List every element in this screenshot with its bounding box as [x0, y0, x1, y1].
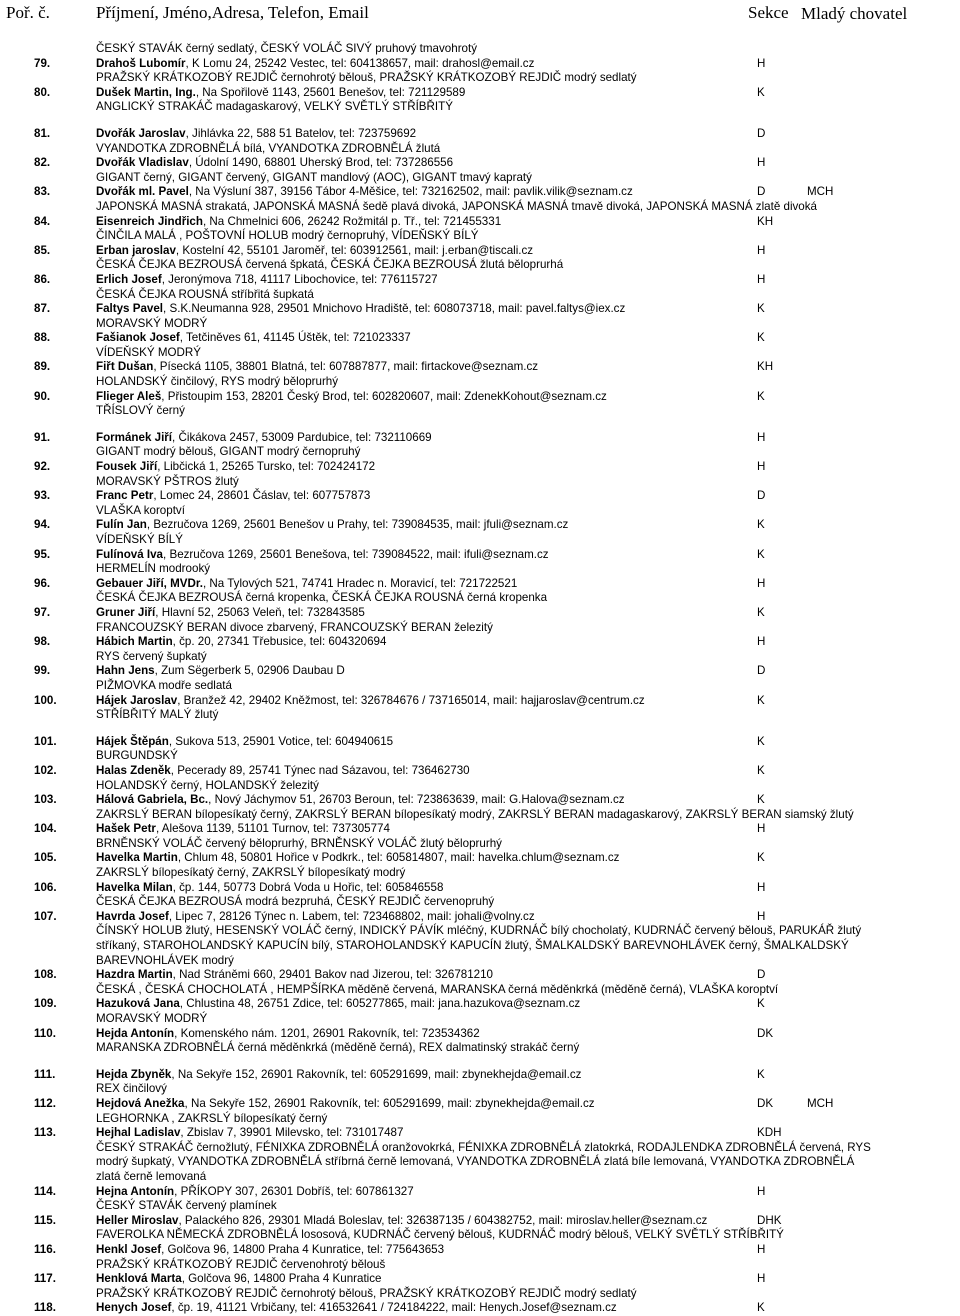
entry-address: , Alešova 1139, 51101 Turnov, tel: 737305774 [155, 822, 390, 836]
entry-name: Havelka Martin [96, 851, 178, 865]
breeds-text: ČESKÝ STAVÁK černý sedlatý, ČESKÝ VOLÁČ SIVÝ pruhový tmavohrotý [96, 42, 478, 55]
entry-young-breeder: MCH [807, 185, 834, 199]
entry-address: , Palackého 826, 29301 Mladá Boleslav, tel: 326387135 / 604382752, mail: miroslav.heller@seznam.cz [178, 1213, 708, 1227]
entry-breeds: REX činčilový [96, 1082, 167, 1096]
entry-contact [96, 1027, 740, 1042]
entry-section: H [757, 156, 766, 170]
list-item [0, 489, 960, 518]
entry-name: Gebauer Jiří, MVDr. [96, 576, 203, 590]
row-spacer [0, 419, 960, 431]
list-item [0, 548, 960, 577]
entry-number: 100. [34, 693, 57, 707]
entry-name: Havrda Josef [96, 909, 169, 923]
entry-contact [96, 793, 740, 808]
entry-address: , Golčova 96, 14800 Praha 4 Kunratice [181, 1272, 382, 1286]
entry-name: Dvořák ml. Pavel [96, 185, 189, 199]
entry-contact [96, 331, 740, 346]
entry-breeds: ČESKÁ ČEJKA ROUSNÁ stříbřitá šupkatá [96, 287, 314, 301]
list-item [0, 460, 960, 489]
list-item [0, 302, 960, 331]
entry-name: Gruner Jiří [96, 605, 156, 619]
entry-breeds: GIGANT černý, GIGANT červený, GIGANT mandlový (AOC), GIGANT tmavý kapratý [96, 170, 532, 184]
entry-breeds: HERMELÍN modrooký [96, 562, 211, 576]
entry-section: K [757, 547, 765, 561]
entry-number: 97. [34, 605, 51, 619]
entry-address: , Libčická 1, 25265 Tursko, tel: 702424172 [157, 460, 376, 474]
entry-breeds: ČESKÝ STAVÁK červený plamínek [96, 1199, 277, 1213]
entry-contact [96, 273, 740, 288]
entry-section: H [757, 272, 766, 286]
list-item [0, 1301, 960, 1316]
entry-breeds: FRANCOUZSKÝ BERAN divoce zbarvený, FRANCOUZSKÝ BERAN železitý [96, 620, 493, 634]
entry-address: , Zbislav 7, 39901 Milevsko, tel: 731017487 [180, 1126, 404, 1140]
entry-number: 108. [34, 968, 57, 982]
entry-breeds: PIŽMOVKA modře sedlatá [96, 678, 232, 692]
entry-number: 110. [34, 1026, 56, 1040]
list-item [0, 244, 960, 273]
entry-number: 86. [34, 272, 51, 286]
list-item [0, 1185, 960, 1214]
entries-list [0, 42, 960, 1316]
entry-address: , Na Sekyře 152, 26901 Rakovník, tel: 605291699, mail: zbynekhejda@email.cz [184, 1096, 595, 1110]
entry-contact [96, 664, 740, 679]
entry-breeds: VÍDEŇSKÝ MODRÝ [96, 345, 202, 359]
entry-breeds: TŘÍSLOVÝ černý [96, 404, 185, 418]
entry-contact [96, 302, 740, 317]
entry-section: K [757, 793, 765, 807]
entry-breeds: VLAŠKA koroptví [96, 503, 185, 517]
entry-number: 118. [34, 1301, 56, 1315]
list-item [0, 1027, 960, 1056]
entry-name: Fašianok Josef [96, 331, 180, 345]
list-item [0, 851, 960, 880]
list-item [0, 86, 960, 115]
list-item [0, 57, 960, 86]
entry-number: 90. [34, 389, 51, 403]
entry-name: Fiřt Dušan [96, 360, 154, 374]
table-header [0, 0, 960, 44]
entry-section: K [757, 331, 765, 345]
entry-address: , Komenského nám. 1201, 26901 Rakovník, tel: 723534362 [174, 1026, 480, 1040]
entry-name: Faltys Pavel [96, 302, 164, 316]
entry-contact [96, 822, 740, 837]
entry-section: K [757, 997, 765, 1011]
entry-number: 95. [34, 547, 51, 561]
entry-number: 89. [34, 360, 51, 374]
entry-contact [96, 1185, 740, 1200]
entry-section: K [757, 302, 765, 316]
entry-breeds: PRAŽSKÝ KRÁTKOZOBÝ REJDIČ černohrotý bělouš, PRAŽSKÝ KRÁTKOZOBÝ REJDIČ modrý sedlatý [96, 1286, 637, 1300]
entry-address: , Přistoupim 153, 28201 Český Brod, tel: 602820607, mail: ZdenekKohout@seznam.cz [161, 389, 607, 403]
entry-section: H [757, 430, 766, 444]
entry-name: Dvořák Vladislav [96, 156, 189, 170]
entry-address: , Hlavní 52, 25063 Veleň, tel: 732843585 [155, 605, 365, 619]
header-section: Sekce [748, 3, 789, 22]
entry-contact [96, 1097, 740, 1112]
entry-section: KH [757, 214, 774, 228]
entry-name: Hájek Jaroslav [96, 693, 178, 707]
entry-number: 88. [34, 331, 51, 345]
entry-number: 98. [34, 635, 51, 649]
entry-contact [96, 1301, 740, 1316]
entry-breeds: ČESKÁ ČEJKA BEZROUSÁ červená špkatá, ČESKÁ ČEJKA BEZROUSÁ žlutá běloprurhá [96, 258, 564, 272]
list-item [0, 664, 960, 693]
list-item [0, 635, 960, 664]
list-item [0, 606, 960, 635]
entry-number: 109. [34, 997, 57, 1011]
entry-number: 116. [34, 1242, 56, 1256]
entry-number: 80. [34, 85, 51, 99]
list-item [0, 997, 960, 1026]
entry-number: 91. [34, 430, 51, 444]
entry-number: 107. [34, 909, 57, 923]
entry-address: , Na Tylových 521, 74741 Hradec n. Moravicí, tel: 721722521 [202, 576, 518, 590]
entry-contact [96, 244, 740, 259]
entry-contact [96, 635, 740, 650]
entry-address: , čp. 20, 27341 Třebusice, tel: 604320694 [172, 635, 387, 649]
entry-section: DHK [757, 1213, 782, 1227]
entry-name: Dušek Martin, Ing. [96, 85, 196, 99]
list-item [0, 185, 960, 214]
entry-name: Hejhal Ladislav [96, 1126, 181, 1140]
header-name: Příjmení, Jméno,Adresa, Telefon, Email [96, 3, 369, 22]
list-item [0, 1126, 960, 1184]
entry-contact [96, 764, 740, 779]
entry-number: 87. [34, 302, 51, 316]
entry-section: D [757, 664, 766, 678]
entry-contact [96, 185, 740, 200]
entry-address: , Jihlávka 22, 588 51 Batelov, tel: 723759692 [185, 126, 417, 140]
entry-address: , Lipec 7, 28126 Týnec n. Labem, tel: 723468802, mail: johali@volny.cz [168, 909, 535, 923]
entry-contact [96, 127, 740, 142]
list-item [0, 694, 960, 723]
entry-number: 81. [34, 126, 51, 140]
entry-breeds: MORAVSKÝ MODRÝ [96, 1012, 208, 1025]
entry-name: Hejda Antonín [96, 1026, 175, 1040]
entry-section: DK [757, 1096, 774, 1110]
entry-section: H [757, 56, 766, 70]
entry-section: K [757, 851, 765, 865]
entry-address: , Tetčiněves 61, 41145 Úštěk, tel: 721023337 [179, 331, 411, 345]
entry-address: , Golčova 96, 14800 Praha 4 Kunratice, tel: 775643653 [161, 1242, 445, 1256]
entry-number: 101. [34, 734, 57, 748]
list-item [0, 390, 960, 419]
list-item [0, 431, 960, 460]
entry-name: Henklová Marta [96, 1272, 182, 1286]
entry-breeds: FAVEROLKA NĚMECKÁ ZDROBNĚLÁ lososová, KUDRNÁČ červený bělouš, KUDRNÁČ modrý bělouš, VELKÝ SVĚTLÝ STŘÍBŘITÝ [96, 1228, 784, 1242]
entry-name: Hašek Petr [96, 822, 156, 836]
entry-name: Dvořák Jaroslav [96, 126, 186, 140]
entry-breeds: ČESKÁ , ČESKÁ CHOCHOLATÁ , HEMPŠÍRKA měděně červená, MARANSKA černá měděnkrká (měděně černá), VLAŠKA koroptví [96, 982, 779, 996]
list-item [0, 1272, 960, 1301]
entry-name: Heller Miroslav [96, 1213, 179, 1227]
entry-section: H [757, 635, 766, 649]
entry-number: 105. [34, 851, 57, 865]
entry-number: 102. [34, 763, 57, 777]
entry-number: 82. [34, 156, 51, 170]
entry-address: , Lomec 24, 28601 Čáslav, tel: 607757873 [153, 489, 371, 503]
entry-number: 115. [34, 1213, 56, 1227]
entry-name: Eisenreich Jindřich [96, 214, 203, 228]
entry-breeds: GIGANT modrý bělouš, GIGANT modrý černopruhý [96, 445, 361, 459]
entry-address: , Údolní 1490, 68801 Uherský Brod, tel: 737286556 [188, 156, 454, 170]
entry-address: , Chlustina 48, 26751 Zdice, tel: 605277865, mail: jana.hazukova@seznam.cz [179, 997, 581, 1011]
entry-number: 85. [34, 243, 51, 257]
entry-contact [96, 577, 740, 592]
entry-section: D [757, 489, 766, 503]
entry-name: Fousek Jiří [96, 460, 158, 474]
entry-contact [96, 851, 740, 866]
entry-young-breeder: MCH [807, 1096, 834, 1110]
entry-contact [96, 1068, 740, 1083]
entry-name: Hahn Jens [96, 664, 155, 678]
entry-name: Hejna Antonín [96, 1184, 175, 1198]
entry-breeds: ČESKÁ ČEJKA BEZROUSÁ černá kropenka, ČESKÁ ČEJKA ROUSNÁ černá kropenka [96, 591, 548, 605]
entry-number: 103. [34, 793, 57, 807]
list-item [0, 273, 960, 302]
entry-contact [96, 215, 740, 230]
entry-name: Henkl Josef [96, 1242, 162, 1256]
entry-contact [96, 1214, 740, 1229]
entry-address: , Jeronýmova 718, 41117 Libochovice, tel: 776115727 [161, 272, 438, 286]
entry-number: 83. [34, 185, 51, 199]
entry-contact [96, 156, 740, 171]
entry-address: , Zum Sëgerberk 5, 02906 Daubau D [154, 664, 345, 678]
entry-name: Drahoš Lubomír [96, 56, 186, 70]
entry-breeds: ČESKÝ STRAKÁČ černožlutý, FÉNIXKA ZDROBNĚLÁ oranžovokrká, FÉNIXKA ZDROBNĚLÁ zlatokrká, RODAJLENDKA ZDROBNĚLÁ červená, RYS modrý šupkatý, VYANDOTKA ZDROBNĚLÁ stříbrná černě lemovaná, VYANDOTKA ZDROBNĚLÁ zlatá bíle lemovaná, VYANDOTKA ZDROBNĚLÁ zlatá černě lemovaná [96, 1140, 871, 1183]
entry-section: H [757, 460, 766, 474]
list-item [0, 1068, 960, 1097]
header-number: Poř. č. [6, 3, 50, 22]
entry-section: H [757, 1184, 766, 1198]
entry-number: 112. [34, 1096, 56, 1110]
entry-contact [96, 735, 740, 750]
entry-address: , Na Chmelnici 606, 26242 Rožmitál p. Tř., tel: 721455331 [202, 214, 502, 228]
entry-contact [96, 489, 740, 504]
entry-breeds: PRAŽSKÝ KRÁTKOZOBÝ REJDIČ černohrotý bělouš, PRAŽSKÝ KRÁTKOZOBÝ REJDIČ modrý sedlatý [96, 71, 637, 85]
list-item [0, 360, 960, 389]
entry-address: , Sukova 513, 25901 Votice, tel: 604940615 [168, 734, 394, 748]
entry-number: 96. [34, 576, 51, 590]
entry-section: K [757, 389, 765, 403]
entry-section: H [757, 822, 766, 836]
entry-number: 79. [34, 56, 51, 70]
entry-breeds: MARANSKA ZDROBNĚLÁ černá měděnkrká (měděně černá), REX dalmatinský strakáč černý [96, 1041, 580, 1055]
entry-contact [96, 518, 740, 533]
entry-section: D [757, 968, 766, 982]
entry-breeds: BRNĚNSKÝ VOLÁČ červený běloprurhý, BRNĚNSKÝ VOLÁČ žlutý běloprurhý [96, 836, 502, 850]
entry-address: , Na Spořilově 1143, 25601 Benešov, tel: 721129589 [195, 85, 466, 99]
entry-address: , Nový Jáchymov 51, 26703 Beroun, tel: 723863639, mail: G.Halova@seznam.cz [208, 793, 625, 807]
entry-address: , Čikákova 2457, 53009 Pardubice, tel: 732110669 [172, 430, 432, 444]
entry-number: 106. [34, 880, 57, 894]
entry-address: , Kostelní 42, 55101 Jaroměř, tel: 603912561, mail: j.erban@tiscali.cz [175, 243, 534, 257]
entry-contact [96, 86, 740, 101]
entry-number: 99. [34, 664, 51, 678]
entry-contact [96, 606, 740, 621]
list-item [0, 1097, 960, 1126]
entry-number: 84. [34, 214, 51, 228]
entry-contact [96, 1126, 740, 1141]
entry-address: , čp. 144, 50773 Dobrá Voda u Hořic, tel: 605846558 [172, 880, 444, 894]
entry-section: KH [757, 360, 774, 374]
row-spacer [0, 115, 960, 127]
entry-name: Hálová Gabriela, Bc. [96, 793, 209, 807]
entry-section: K [757, 85, 765, 99]
entry-name: Hejda Zbyněk [96, 1067, 172, 1081]
list-item [0, 518, 960, 547]
entry-contact [96, 390, 740, 405]
list-item [0, 881, 960, 910]
entry-contact [96, 910, 740, 925]
entry-name: Franc Petr [96, 489, 154, 503]
list-item [0, 156, 960, 185]
entry-name: Halas Zdeněk [96, 763, 171, 777]
entry-section: H [757, 909, 766, 923]
entry-address: , Pecerady 89, 25741 Týnec nad Sázavou, tel: 736462730 [170, 763, 470, 777]
entry-name: Havelka Milan [96, 880, 173, 894]
entry-section: KDH [757, 1126, 782, 1140]
entry-section: K [757, 1067, 765, 1081]
list-item [0, 127, 960, 156]
entry-address: , PŘÍKOPY 307, 26301 Dobříš, tel: 607861327 [174, 1184, 414, 1198]
entry-address: , čp. 19, 41121 Vrbičany, tel: 416532641 / 724184222, mail: Henych.Josef@seznam.cz [171, 1301, 617, 1315]
entry-contact [96, 997, 740, 1012]
entry-name: Formánek Jiří [96, 430, 173, 444]
entry-number: 111. [34, 1067, 56, 1081]
entry-breeds: ČINČILA MALÁ , POŠTOVNÍ HOLUB modrý černopruhý, VÍDEŇSKÝ BÍLÝ [96, 229, 479, 243]
entry-breeds: ZAKRSLÝ BERAN bílopesíkatý černý, ZAKRSLÝ BERAN bílopesíkatý modrý, ZAKRSLÝ BERAN madagaskarový, ZAKRSLÝ BERAN siamský žlutý [96, 807, 854, 821]
entry-section: DK [757, 1026, 774, 1040]
entry-breeds: VYANDOTKA ZDROBNĚLÁ bílá, VYANDOTKA ZDROBNĚLÁ žlutá [96, 141, 441, 155]
entry-breeds: ČESKÁ ČEJKA BEZROUSÁ modrá bezpruhá, ČESKÝ REJDIČ červenopruhý [96, 895, 495, 909]
list-item [0, 910, 960, 968]
entry-number: 117. [34, 1272, 56, 1286]
entry-number: 92. [34, 460, 51, 474]
entry-section: H [757, 243, 766, 257]
entry-name: Erban jaroslav [96, 243, 176, 257]
list-item [0, 331, 960, 360]
entry-contact [96, 460, 740, 475]
header-young-breeder: Mladý chovatel [801, 4, 908, 23]
entry-breeds: HOLANDSKÝ černý, HOLANDSKÝ železitý [96, 778, 319, 792]
entry-address: , Chlum 48, 50801 Hořice v Podkrk., tel: 605814807, mail: havelka.chlum@seznam.cz [177, 851, 620, 865]
entry-contact [96, 57, 740, 72]
entry-name: Fulín Jan [96, 518, 147, 532]
entry-breeds: JAPONSKÁ MASNÁ strakatá, JAPONSKÁ MASNÁ šedě plavá divoká, JAPONSKÁ MASNÁ tmavě divoká, JAPONSKÁ MASNÁ zlatě divoká [96, 199, 818, 213]
entry-breeds: VÍDEŇSKÝ BÍLÝ [96, 533, 183, 546]
entry-address: , S.K.Neumanna 928, 29501 Mnichovo Hradiště, tel: 608073718, mail: pavel.faltys@iex.cz [163, 302, 626, 316]
entry-section: K [757, 1301, 765, 1315]
entry-section: H [757, 880, 766, 894]
entry-number: 94. [34, 518, 51, 532]
entry-address: , Nad Stráněmi 660, 29401 Bakov nad Jizerou, tel: 326781210 [172, 968, 494, 982]
entry-name: Flieger Aleš [96, 389, 162, 403]
entry-contact [96, 1272, 740, 1287]
entry-name: Erlich Josef [96, 272, 162, 286]
entry-contact [96, 968, 740, 983]
entry-number: 114. [34, 1184, 56, 1198]
entry-contact [96, 1243, 740, 1258]
entry-breeds: STŘÍBŘITÝ MALÝ žlutý [96, 708, 219, 722]
entry-contact [96, 360, 740, 375]
entry-section: K [757, 734, 765, 748]
entry-section: H [757, 1242, 766, 1256]
entry-contact [96, 548, 740, 563]
list-item [0, 215, 960, 244]
entry-section: K [757, 763, 765, 777]
entry-breeds: MORAVSKÝ MODRÝ [96, 316, 208, 330]
entry-number: 113. [34, 1126, 56, 1140]
entry-address: , K Lomu 24, 25242 Vestec, tel: 604138657, mail: drahosl@email.cz [185, 56, 535, 70]
entry-address: , Na Výsluní 387, 39156 Tábor 4-Měšice, tel: 732162502, mail: pavlik.vilik@seznam.cz [188, 185, 633, 199]
list-item [0, 735, 960, 764]
entry-name: Henych Josef [96, 1301, 172, 1315]
entry-address: , Písecká 1105, 38801 Blatná, tel: 607887877, mail: firtackove@seznam.cz [153, 360, 539, 374]
entry-breeds: ČÍNSKÝ HOLUB žlutý, HESENSKÝ VOLÁČ černý, INDICKÝ PÁVÍK mléčný, KUDRNÁČ bílý chocholatý, KUDRNÁČ červený bělouš, PARUKÁŘ žlutý stříkaný, STAROHOLANDSKÝ KAPUCÍN bílý, STAROHOLANDSKÝ KAPUCÍN žlutý, ŠMALKALDSKÝ BAREVNOHLÁVEK černý, ŠMALKALDSKÝ BAREVNOHLÁVEK modrý [96, 924, 862, 967]
entry-section: K [757, 693, 765, 707]
entry-breeds: MORAVSKÝ PŠTROS žlutý [96, 474, 239, 488]
entry-section: K [757, 518, 765, 532]
list-item [0, 822, 960, 851]
entry-section: H [757, 1272, 766, 1286]
entry-name: Hájek Štěpán [96, 734, 169, 748]
entry-address: , Na Sekyře 152, 26901 Rakovník, tel: 605291699, mail: zbynekhejda@email.cz [171, 1067, 582, 1081]
list-item [0, 1214, 960, 1243]
entry-contact [96, 881, 740, 896]
entry-address: , Bezručova 1269, 25601 Benešov u Prahy, tel: 739084535, mail: jfuli@seznam.cz [146, 518, 569, 532]
entry-name: Hábich Martin [96, 635, 173, 649]
row-spacer [0, 723, 960, 735]
entry-number: 93. [34, 489, 51, 503]
entry-breeds: ZAKRSLÝ bílopesíkatý černý, ZAKRSLÝ bílopesíkatý modrý [96, 866, 406, 880]
entry-name: Fulínová Iva [96, 547, 164, 561]
entry-contact [96, 431, 740, 446]
entry-section: K [757, 605, 765, 619]
entry-number: 104. [34, 822, 57, 836]
list-item [0, 577, 960, 606]
entry-breeds: BURGUNDSKÝ [96, 749, 178, 763]
entry-breeds: HOLANDSKÝ činčilový, RYS modrý běloprurhý [96, 375, 339, 389]
entry-name: Hejdová Anežka [96, 1096, 185, 1110]
entry-name: Hazuková Jana [96, 997, 180, 1011]
entry-section: D [757, 126, 766, 140]
list-item [0, 764, 960, 793]
entry-breeds: RYS červený šupkatý [96, 649, 207, 663]
row-spacer [0, 1056, 960, 1068]
entry-breeds: PRAŽSKÝ KRÁTKOZOBÝ REJDIČ červenohrotý bělouš [96, 1257, 386, 1271]
entry-address: , Branžež 42, 29402 Kněžmost, tel: 326784676 / 737165014, mail: hajjaroslav@centrum.cz [177, 693, 645, 707]
list-item [0, 1243, 960, 1272]
entry-section: H [757, 576, 766, 590]
entry-breeds: LEGHORNKA , ZAKRSLÝ bílopesíkatý černý [96, 1111, 328, 1125]
list-item [0, 793, 960, 822]
entry-name: Hazdra Martin [96, 968, 173, 982]
list-item [0, 968, 960, 997]
entry-address: , Bezručova 1269, 25601 Benešova, tel: 739084522, mail: ifuli@seznam.cz [163, 547, 549, 561]
entry-section: D [757, 185, 766, 199]
continued-breeds-row [0, 42, 960, 57]
entry-contact [96, 694, 740, 709]
entry-breeds: ANGLICKÝ STRAKÁČ madagaskarový, VELKÝ SVĚTLÝ STŘÍBŘITÝ [96, 100, 453, 114]
